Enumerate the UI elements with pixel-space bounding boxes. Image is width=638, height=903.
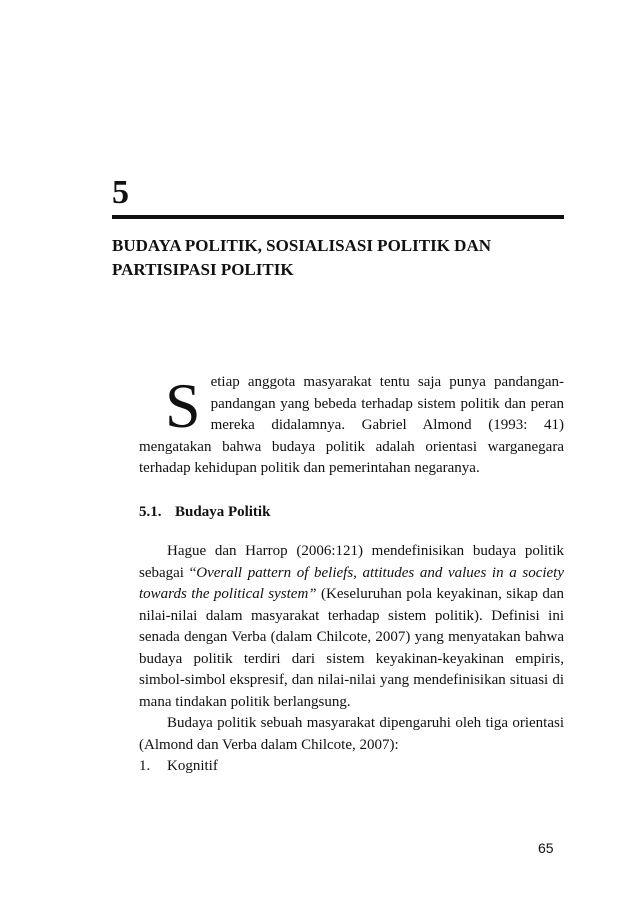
chapter-number: 5 xyxy=(112,174,129,211)
chapter-title-line-2: PARTISIPASI POLITIK xyxy=(112,260,294,279)
section-heading xyxy=(139,502,564,524)
paragraph-definition-rest: (Keseluruhan pola keyakinan, sikap dan nilai-nilai dalam masyarakat terhadap sistem politik). Definisi ini senada dengan Verba (dalam Chilcote, 2007) yang menyatakan bahwa budaya politik terdiri dari sistem keyakinan-keyakinan empiris, simbol-simbol ekspresif, dan nilai-nilai yang mendefinisikan situasi di mana tindakan politik berlangsung. xyxy=(139,586,564,710)
english-quote: Overall pattern of beliefs, attitudes and values in a society towards the political system” xyxy=(139,564,564,602)
paragraph-orientations: Budaya politik sebuah masyarakat dipengaruhi oleh tiga orientasi (Almond dan Verba dalam Chilcote, 2007): xyxy=(139,715,564,753)
list-item-number: 1. xyxy=(139,758,151,774)
chapter-title xyxy=(112,234,542,282)
paragraph-definition xyxy=(139,541,564,713)
intro-paragraph xyxy=(139,372,564,480)
page-number: 65 xyxy=(538,840,554,856)
drop-cap: S xyxy=(165,370,201,441)
list-item-label: Kognitif xyxy=(167,758,218,774)
section-number: 5.1. xyxy=(139,503,162,520)
list-item xyxy=(139,756,564,778)
chapter-rule xyxy=(112,215,564,219)
chapter-title-line-1: BUDAYA POLITIK, SOSIALISASI POLITIK DAN xyxy=(112,236,492,255)
intro-text: etiap anggota masyarakat tentu saja punya pandangan-pandangan yang bebeda terhadap sistem politik dan peran mereka didalamnya. Gabriel Almond (1993: 41) mengatakan bahwa budaya politik adalah orientasi warganegara terhadap kehidupan politik dan pemerintahan negaranya. xyxy=(139,374,564,476)
section-title: Budaya Politik xyxy=(175,503,271,520)
paragraph-definition-lead: Hague dan Harrop (2006:121) mendefinisikan budaya politik sebagai “ xyxy=(139,543,564,581)
body-text xyxy=(139,372,564,778)
